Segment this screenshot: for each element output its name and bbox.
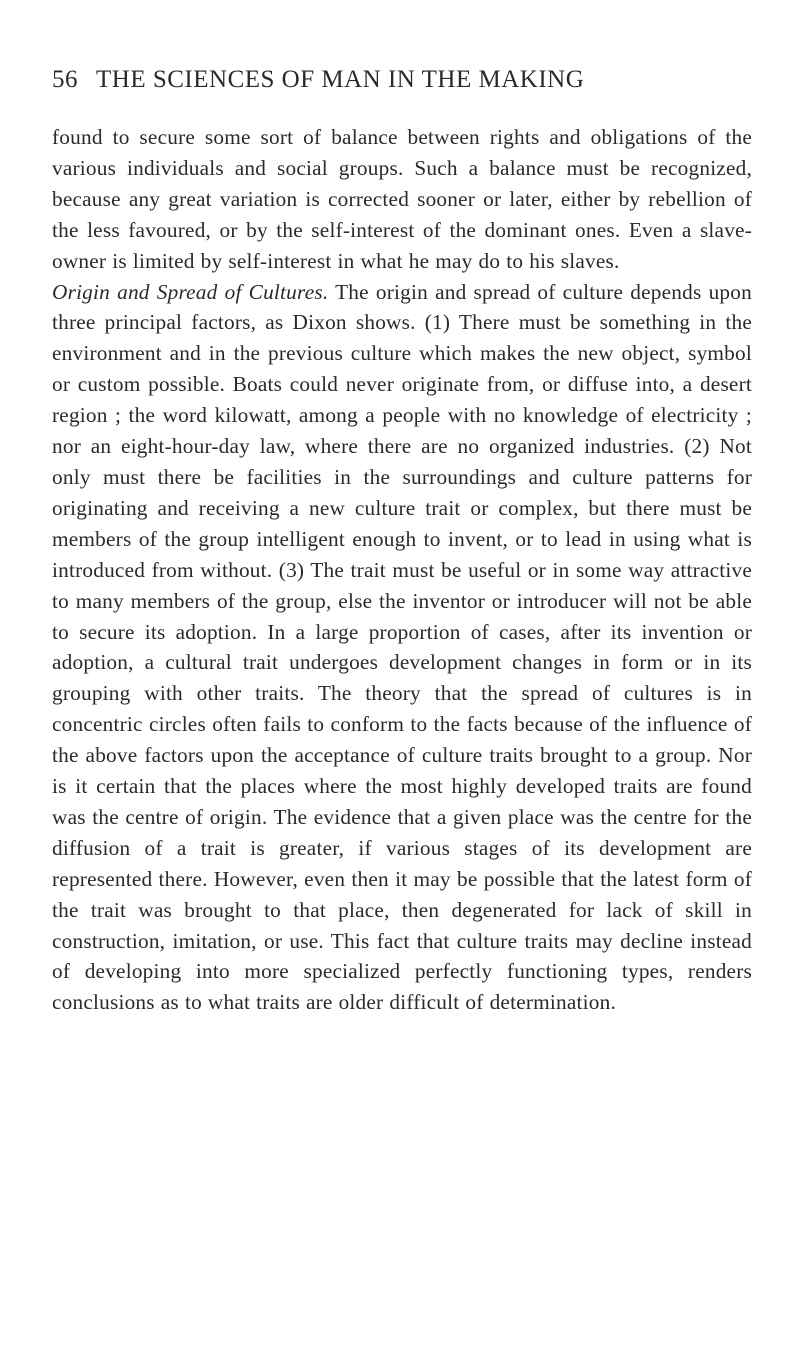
- running-head: [52, 66, 712, 106]
- paragraph-origin-text: The origin and spread of culture depends upon three principal factors, as Dixon shows. (1) There must be something in the environment and in the previous culture which makes the new object, symbol or custom possible. Boats could never originate from, or diffuse into, a desert region ; the word kilowatt, among a people with no knowledge of electricity ; nor an eight-hour-day law, where there are no organized industries. (2) Not only must there be facilities in the surroundings and culture patterns for originating and receiving a new culture trait or complex, but there must be members of the group intelligent enough to invent, or to lead in using what is introduced from without. (3) The trait must be useful or in some way attractive to many members of the group, else the inventor or introducer will not be able to secure its adoption. In a large proportion of cases, after its invention or adoption, a cultural trait undergoes development changes in form or in its grouping with other traits. The theory that the spread of cultures is in concentric circles often fails to conform to the facts because of the influence of the above factors upon the acceptance of culture traits brought to a group. Nor is it certain that the places where the most highly developed traits are found was the centre of origin. The evidence that a given place was the centre for the diffusion of a trait is greater, if various stages of its development are represented there. However, even then it may be possible that the latest form of the trait was brought to that place, then degenerated for lack of skill in construction, imitation, or use. This fact that culture traits may decline instead of developing into more specialized perfectly functioning types, renders conclusions as to what traits are older difficult of determination.: [52, 279, 752, 1015]
- paragraph-balance-of-rights: found to secure some sort of balance between rights and obligations of the various individuals and social groups. Such a balance must be recognized, because any great variation is corrected sooner or later, either by rebellion of the less favoured, or by the self-interest of the dominant ones. Even a slave-owner is limited by self-interest in what he may do to his slaves.: [52, 125, 752, 273]
- running-title: THE SCIENCES OF MAN IN THE MAKING: [96, 66, 585, 93]
- body-text: [52, 122, 752, 1018]
- paragraph-origin-and-spread: [52, 277, 752, 1019]
- section-heading: Origin and Spread of Cultures.: [52, 279, 329, 304]
- page-number: 56: [52, 66, 78, 93]
